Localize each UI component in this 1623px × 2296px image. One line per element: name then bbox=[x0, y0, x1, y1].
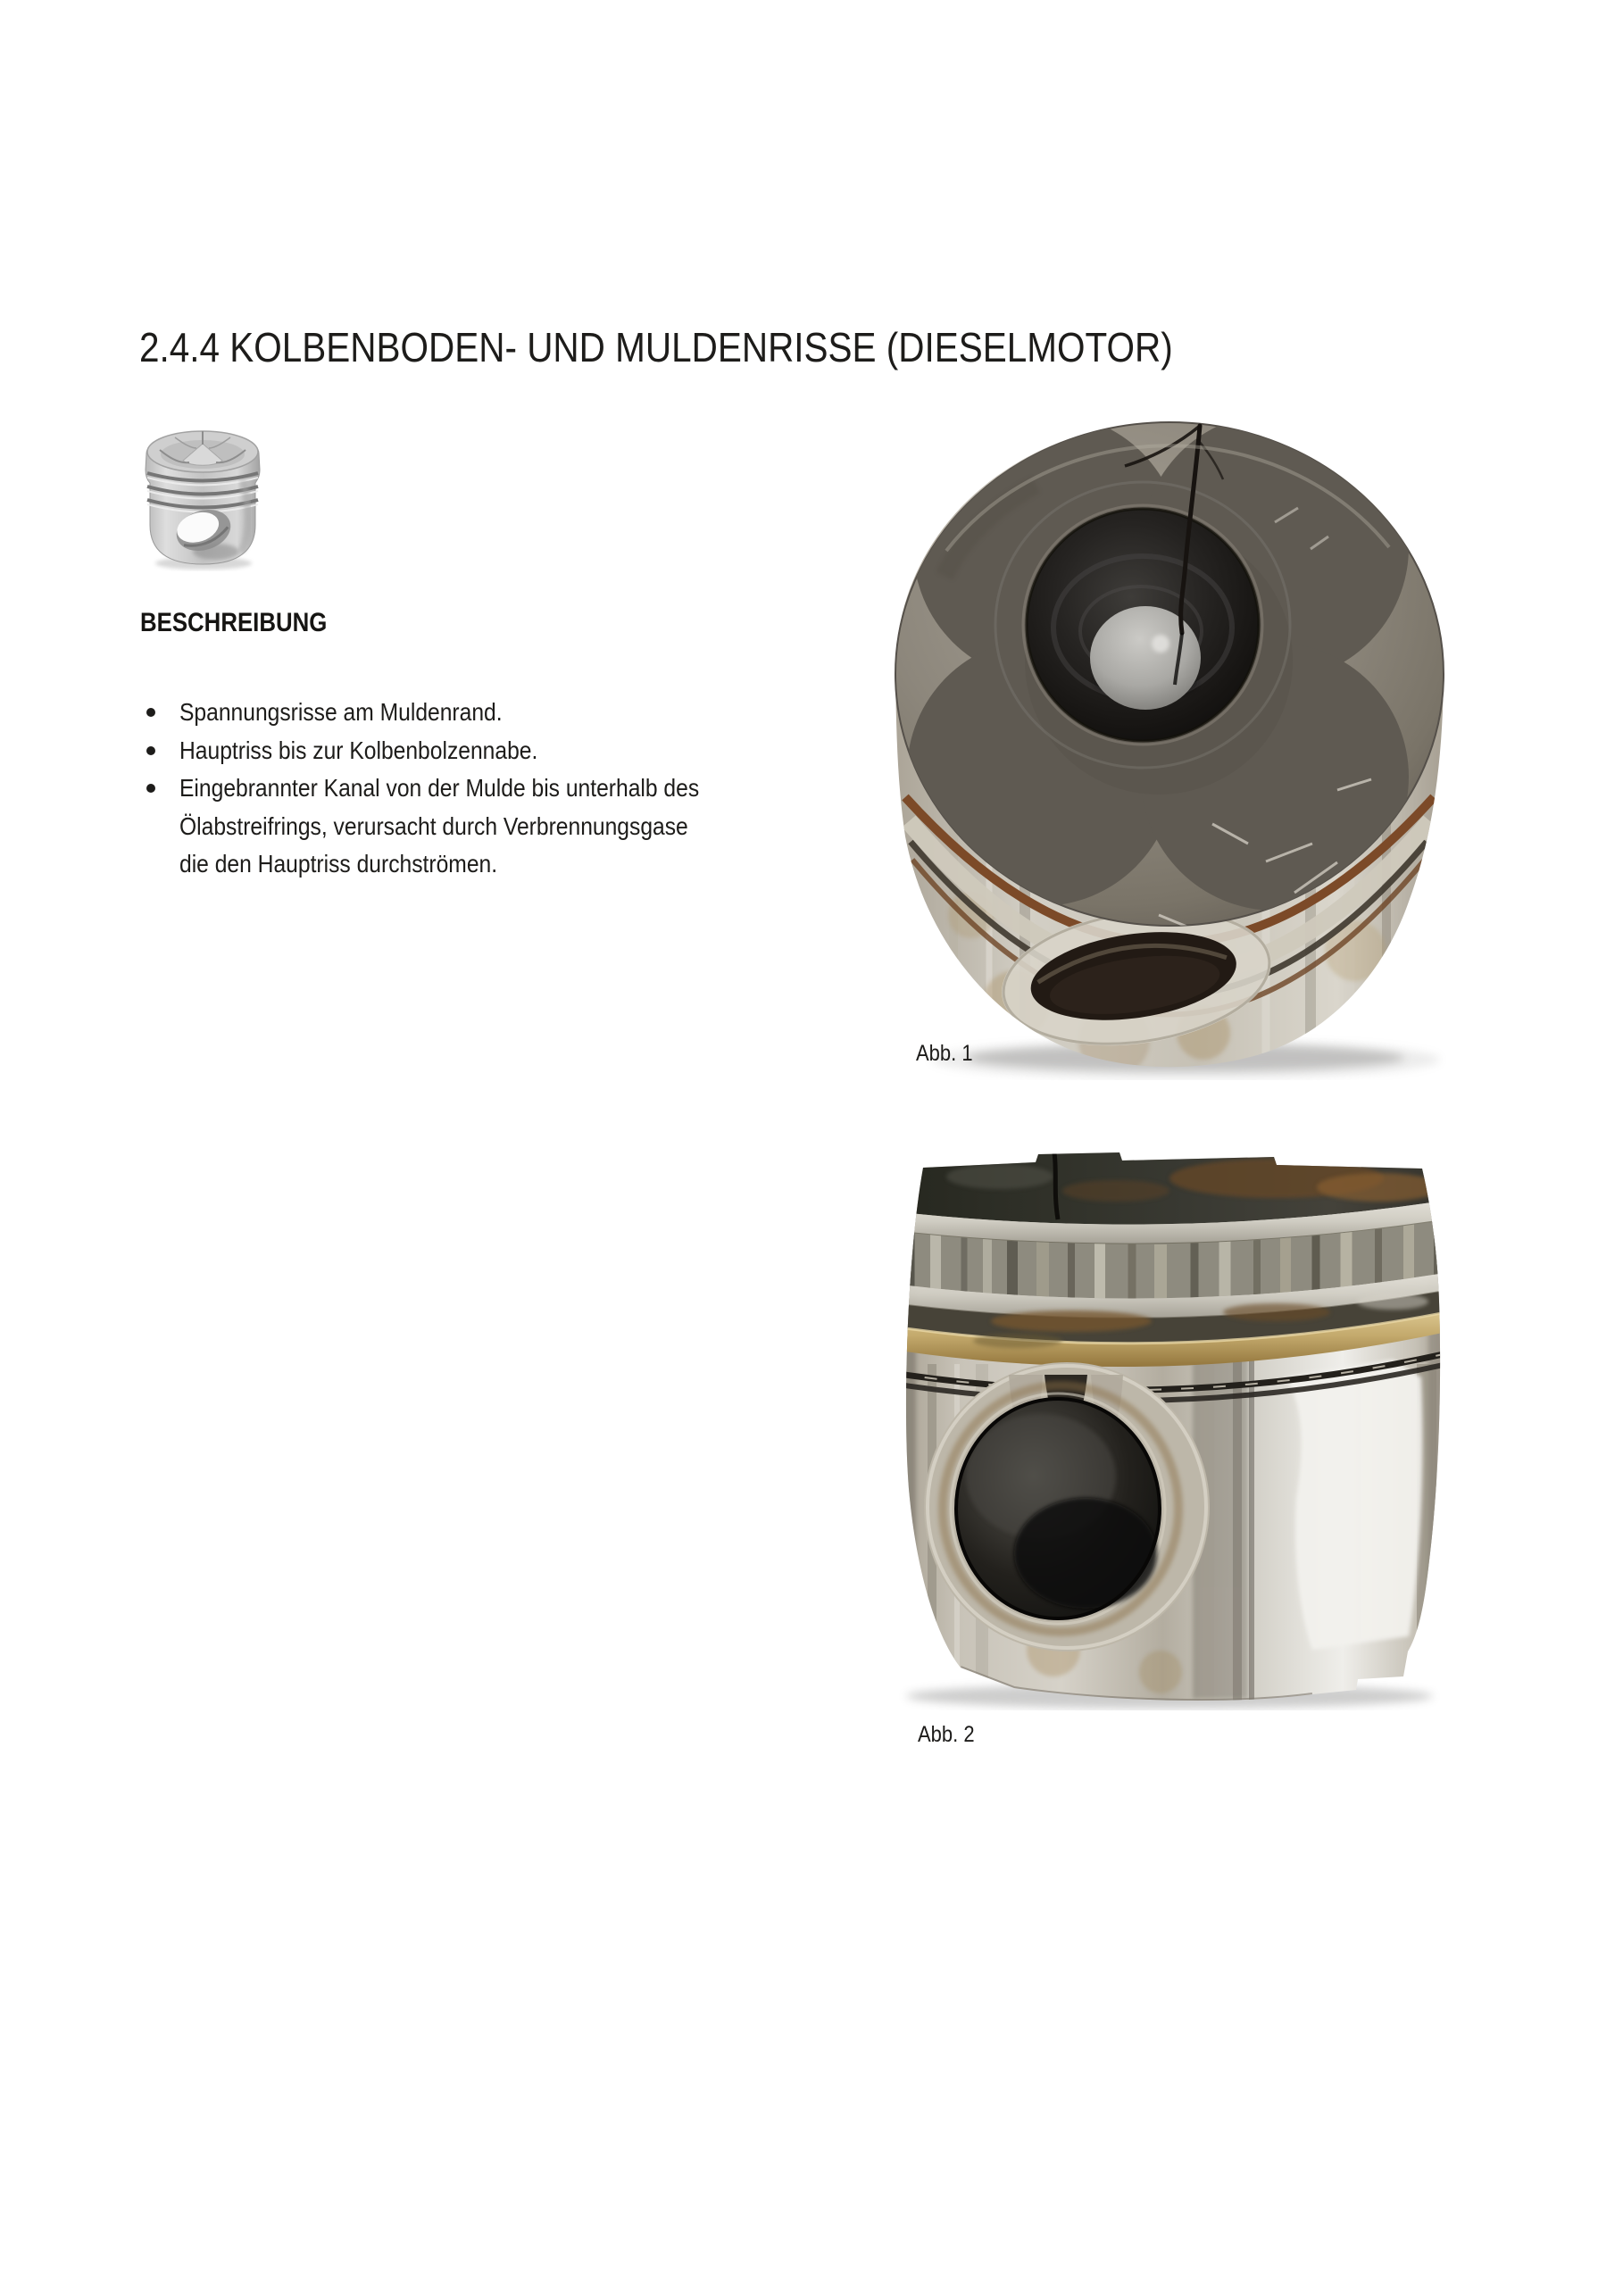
list-item bbox=[140, 694, 770, 732]
piston-top-view-photo bbox=[891, 415, 1449, 1080]
figure-1-caption bbox=[916, 1040, 980, 1067]
bullet-icon bbox=[146, 746, 155, 755]
list-item-text: Ölabstreifrings, verursacht durch Verbrennungsgase bbox=[179, 811, 688, 840]
top-land-crack bbox=[1054, 1153, 1058, 1219]
skirt-bright-patch bbox=[1286, 1360, 1422, 1650]
list-item-text: Hauptriss bis zur Kolbenbolzennabe. bbox=[179, 736, 538, 764]
figure-2 bbox=[893, 1150, 1455, 1775]
section-heading bbox=[140, 607, 357, 639]
list-item-text: Spannungsrisse am Muldenrand. bbox=[179, 698, 503, 726]
piston-thumbnail bbox=[136, 418, 270, 571]
section-heading-text: BESCHREIBUNG bbox=[140, 608, 328, 637]
list-item bbox=[140, 769, 770, 884]
bullet-icon bbox=[146, 708, 155, 717]
bowl-center-dome bbox=[1090, 606, 1201, 710]
list-item-text: die den Hauptriss durchströmen. bbox=[179, 850, 498, 878]
list-item bbox=[140, 732, 770, 770]
figure-2-caption bbox=[918, 1721, 982, 1748]
description-list bbox=[140, 694, 770, 884]
piston-side-view-photo bbox=[893, 1150, 1455, 1710]
figure-2-caption-text: Abb. 2 bbox=[918, 1722, 975, 1747]
pin-boss bbox=[924, 1362, 1210, 1651]
piston-icon bbox=[136, 418, 270, 571]
list-item-text: Eingebrannter Kanal von der Mulde bis unterhalb des bbox=[179, 774, 700, 802]
figure-1 bbox=[891, 415, 1449, 1111]
page-title bbox=[139, 324, 1314, 370]
figure-1-caption-text: Abb. 1 bbox=[916, 1041, 973, 1066]
bullet-icon bbox=[146, 784, 155, 793]
page-title-text: 2.4.4 KOLBENBODEN- UND MULDENRISSE (DIESELMOTOR) bbox=[139, 324, 1173, 370]
